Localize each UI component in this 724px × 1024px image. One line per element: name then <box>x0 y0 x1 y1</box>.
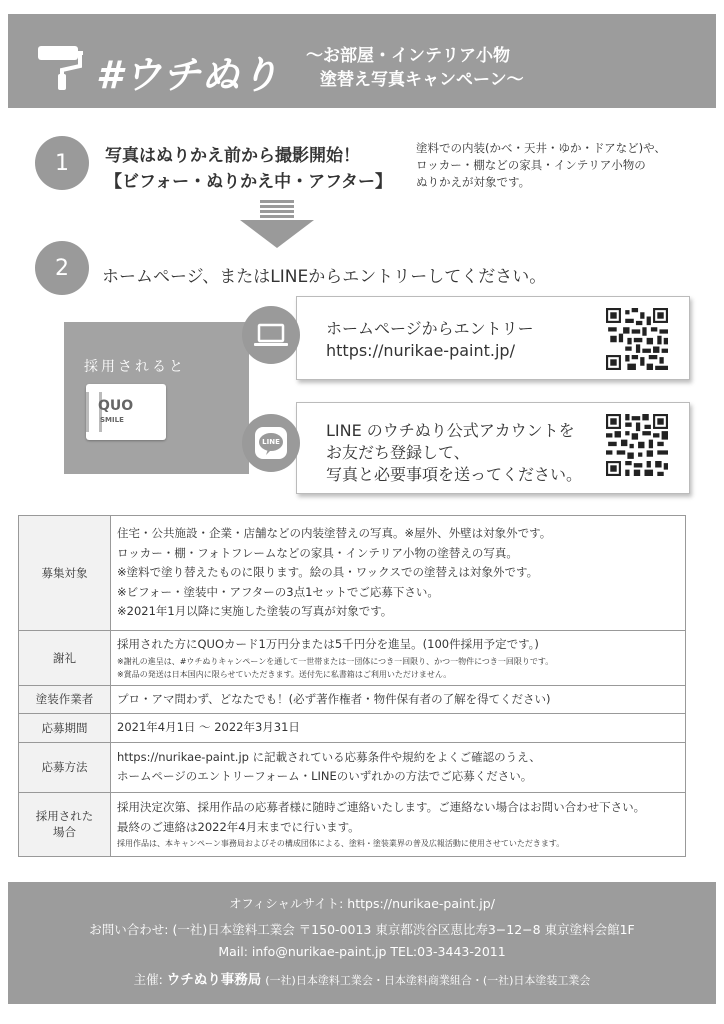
step-1-text <box>105 143 392 195</box>
footer <box>8 882 716 1004</box>
row-note: ※賞品の発送は日本国内に限らせていただきます。送付先に私書箱はご利用いただけません。 <box>117 669 452 679</box>
quo-logo: QUO <box>98 398 134 414</box>
quo-card-image <box>86 384 166 440</box>
step-1-note-line: ぬりかえが対象です。 <box>416 175 531 189</box>
row-header: 応募方法 <box>19 742 111 792</box>
official-site[interactable]: オフィシャルサイト: https://nurikae-paint.jp/ <box>229 896 495 911</box>
mail-tel[interactable]: Mail: info@nurikae-paint.jp TEL:03-3443-2011 <box>218 944 506 959</box>
row-content: 2021年4月1日 ～ 2022年3月31日 <box>111 714 686 743</box>
step-2-badge: 2 <box>35 241 89 295</box>
table-row <box>19 685 686 714</box>
row-header: 塗装作業者 <box>19 685 111 714</box>
brand-title: #ウチぬり <box>96 53 280 97</box>
row-note: 採用作品は、本キャンペーン事務局およびその構成団体による、塗料・塗装業界の普及広報活動に使用させていただきます。 <box>117 839 565 848</box>
down-arrow-icon <box>240 200 314 248</box>
web-entry-text <box>326 318 534 362</box>
step-1-badge: 1 <box>35 136 89 190</box>
row-content: プロ・アマ問わず、どなたでも！(必ず著作権者・物件保有者の了解を得てください) <box>111 685 686 714</box>
row-line: ※ビフォー・塗装中・アフターの3点1セットでご応募下さい。 <box>117 584 439 599</box>
row-content <box>111 631 686 686</box>
organizer-label: 主催: <box>133 972 163 987</box>
table-row <box>19 742 686 792</box>
organizer-name: ウチぬり事務局 <box>166 972 262 988</box>
laptop-icon-badge <box>242 306 300 364</box>
row-line: 採用決定次第、採用作品の応募者様に随時ご連絡いたします。ご連絡ない場合はお問い合わせ下さい。 <box>117 800 646 814</box>
campaign-header <box>8 14 716 108</box>
line-icon-text: LINE <box>262 438 280 446</box>
row-line: ※2021年1月以降に実施した塗装の写真が対象です。 <box>117 604 393 619</box>
step-1-note <box>416 140 666 191</box>
row-line: ※塗料で塗り替えたものに限ります。絵の具・ワックスでの塗替えは対象外です。 <box>117 565 539 580</box>
line-entry-line-3: 写真と必要事項を送ってください。 <box>326 465 583 484</box>
paint-roller-icon <box>36 42 88 92</box>
qr-code-icon <box>606 308 668 370</box>
campaign-subtitle <box>306 44 524 92</box>
row-line: 最終のご連絡は2022年4月末までに行います。 <box>117 819 360 834</box>
row-line: 住宅・公共施設・企業・店舗などの内装塗替えの写真。※屋外、外壁は対象外です。 <box>117 526 552 541</box>
row-note: ※謝礼の進呈は、#ウチぬりキャンペーンを通して一世帯または一団体につき一回限り、かつ一物件につき一回限りです。 <box>117 656 554 666</box>
line-icon-badge <box>242 414 300 472</box>
step-2-text: ホームページ、またはLINEからエントリーしてください。 <box>102 267 547 287</box>
row-header-line: 場合 <box>53 825 76 839</box>
row-header-line: 採用された <box>35 809 94 823</box>
campaign-details-table <box>18 515 686 857</box>
table-row <box>19 631 686 686</box>
web-entry-url[interactable]: https://nurikae-paint.jp/ <box>326 341 515 360</box>
organizer <box>8 968 716 988</box>
row-header: 募集対象 <box>19 516 111 631</box>
subtitle-line-1: ～お部屋・インテリア小物 <box>306 46 510 66</box>
table-row <box>19 714 686 743</box>
step-1-line-1: 写真はぬりかえ前から撮影開始！ <box>105 146 360 166</box>
row-header: 応募期間 <box>19 714 111 743</box>
row-content <box>111 516 686 631</box>
laptop-icon <box>242 306 300 364</box>
row-content <box>111 742 686 792</box>
row-content <box>111 792 686 856</box>
subtitle-line-2: 塗替え写真キャンペーン～ <box>320 70 524 90</box>
row-line: https://nurikae-paint.jp に記載されている応募条件や規約をよくご確認のうえ、 <box>117 749 541 764</box>
gift-label: 採用されると <box>84 359 186 375</box>
quo-card-sub: SMILE <box>100 416 124 424</box>
contact-info: お問い合わせ: (一社)日本塗料工業会 〒150-0013 東京都渋谷区恵比寿3−12−8 東京塗料会館1F <box>89 922 635 937</box>
row-line: ロッカー・棚・フォトフレームなどの家具・インテリア小物の塗替えの写真。 <box>117 545 518 560</box>
table-row <box>19 516 686 631</box>
step-1-note-line: ロッカー・棚などの家具・インテリア小物の <box>416 158 646 172</box>
web-entry-title: ホームページからエントリー <box>326 319 534 338</box>
row-line: 採用された方にQUOカード1万円分または5千円分を進呈。(100件採用予定です。) <box>117 637 539 651</box>
line-entry-text <box>326 420 582 486</box>
table-row <box>19 792 686 856</box>
step-1-note-line: 塗料での内装(かべ・天井・ゆか・ドアなど)や、 <box>416 141 666 155</box>
row-header: 謝礼 <box>19 631 111 686</box>
line-entry-line-2: お友だち登録して、 <box>326 443 470 462</box>
organizer-members: (一社)日本塗料工業会・日本塗料商業組合・(一社)日本塗装工業会 <box>265 974 591 987</box>
row-header <box>19 792 111 856</box>
step-1-line-2: 【ビフォー・ぬりかえ中・アフター】 <box>105 172 392 192</box>
row-line: ホームページのエントリーフォーム・LINEのいずれかの方法でご応募ください。 <box>117 769 533 783</box>
qr-code-icon <box>606 414 668 476</box>
line-entry-line-1: LINE のウチぬり公式アカウントを <box>326 421 575 440</box>
